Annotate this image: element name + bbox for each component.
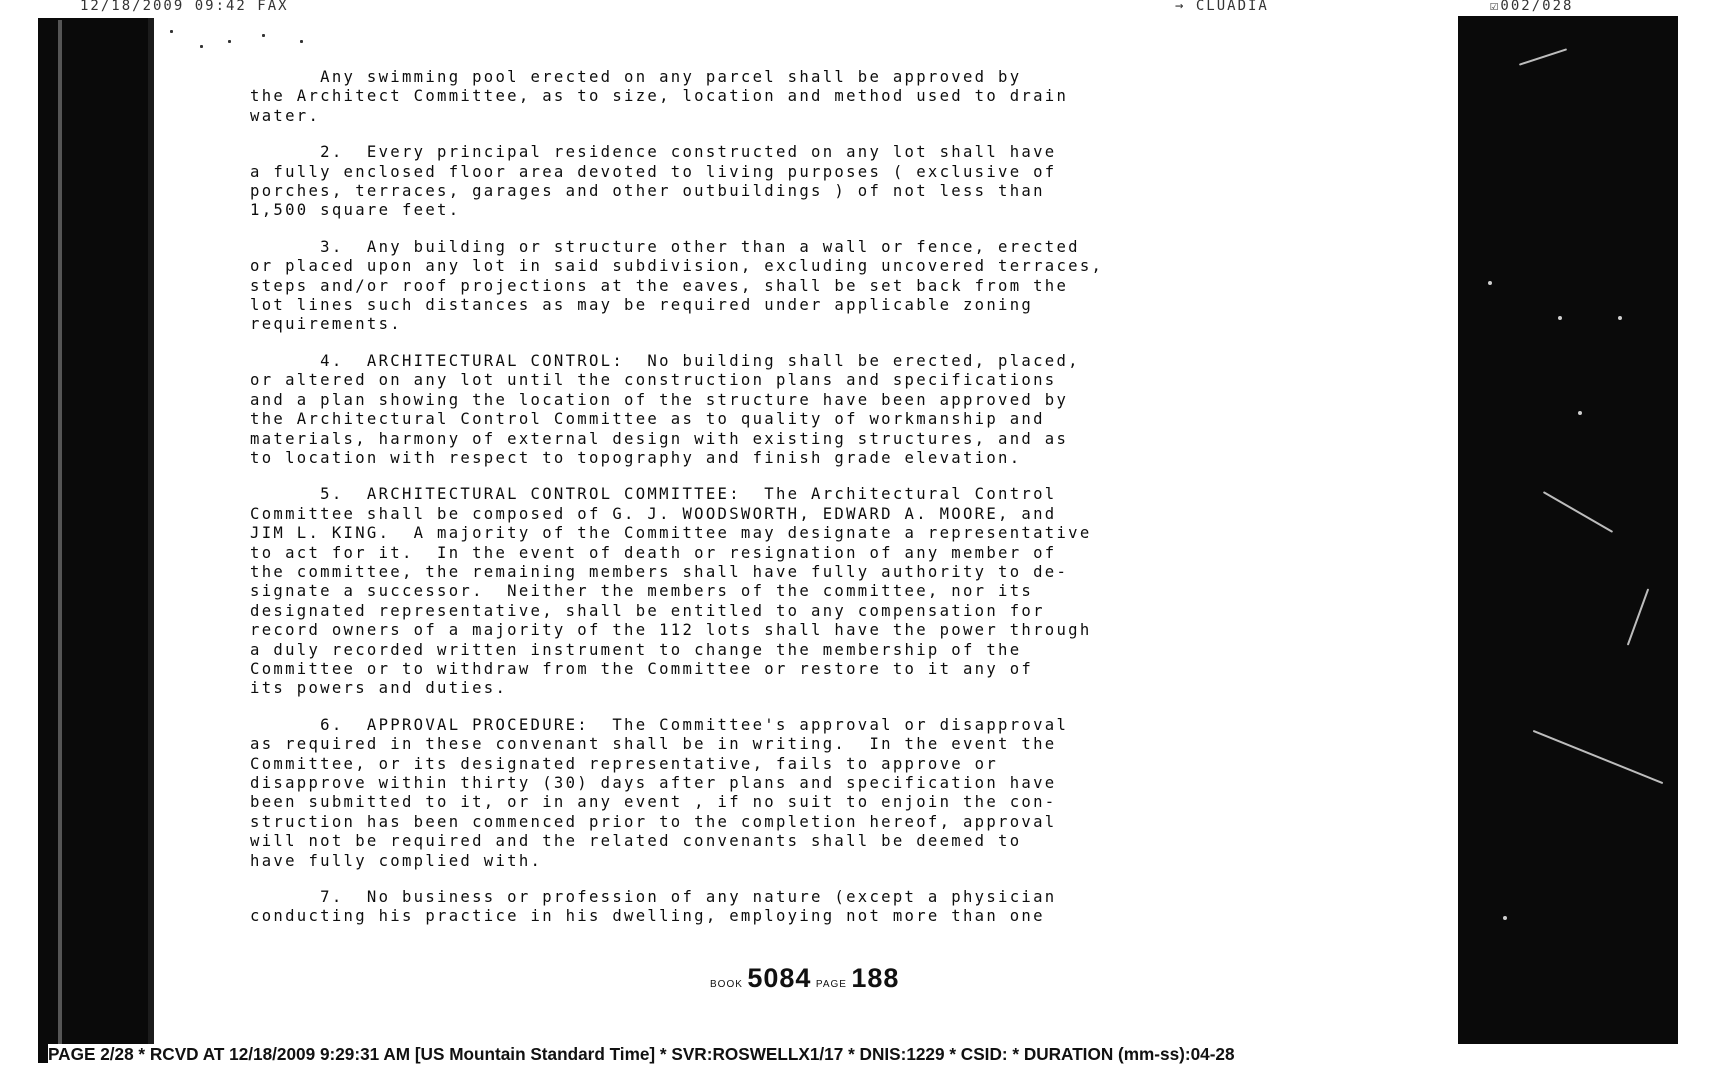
paragraph-architectural-control: 4. ARCHITECTURAL CONTROL: No building shall be erected, placed, or altered on any lot until the construction plans and specifications and a plan showing the location of the structure have been approved by the Architectural Control Committee as to quality of workmanship and materials, harmony of external design with existing structures, and as to location with respect to topography and finish grade elevation. xyxy=(250,351,1080,467)
document-body xyxy=(250,68,1450,968)
paragraph-floor-area: 2. Every principal residence constructed on any lot shall have a fully enclosed floor area devoted to living purposes ( exclusive of porches, terraces, garages and other outbuildings ) of not less than 1,500 square feet. xyxy=(250,143,1057,220)
scan-speck xyxy=(1488,281,1492,285)
scan-streak xyxy=(1627,588,1649,645)
scan-border-left xyxy=(38,18,154,1063)
book-number: 5084 xyxy=(747,963,812,993)
scan-speck xyxy=(1503,916,1507,920)
scan-streak xyxy=(1519,48,1567,65)
paragraph-control-committee: 5. ARCHITECTURAL CONTROL COMMITTEE: The Architectural Control Committee shall be composed of G. J. WOODSWORTH, EDWARD A. MOORE, and JIM L. KING. A majority of the Committee may designate a representative to act for it. In the event of death or resignation of any member of the committee, the remaining members shall have fully authority to de- signate a successor. Neither the members of the committee, nor its designated representative, shall be entitled to any compensation for record owners of a majority of the 112 lots shall have the power through a duly recorded written instrument to change the membership of the Committee or to withdraw from the Committee or restore to it any of its powers and duties. xyxy=(250,485,1092,698)
paragraph-approval-procedure: 6. APPROVAL PROCEDURE: The Committee's approval or disapproval as required in these convenant shall be in writing. In the event the Committee, or its designated representative, fails to approve or disapprove within thirty (30) days after plans and specification have been submitted to it, or in any event , if no suit to enjoin the con- struction has been commenced prior to the completion hereof, approval will not be required and the related convenants shall be deemed to have fully complied with. xyxy=(250,715,1069,870)
page-label: PAGE xyxy=(815,979,847,990)
paragraph-business: 7. No business or profession of any nature (except a physician conducting his practice in his dwelling, employing not more than one xyxy=(250,888,1057,926)
scan-streak xyxy=(1543,491,1613,533)
fax-datetime: 12/18/2009 09:42 FAX xyxy=(80,0,289,14)
scan-speck xyxy=(1558,316,1562,320)
scan-edge-line xyxy=(58,20,62,1060)
scan-border-right xyxy=(1458,16,1678,1063)
fax-transmission-footer: PAGE 2/28 * RCVD AT 12/18/2009 9:29:31 AM [US Mountain Standard Time] * SVR:ROSWELLX1/17 * DNIS:1229 * CSID: * DURATION (mm-ss):04-28 xyxy=(48,1044,1688,1063)
paragraph-setback: 3. Any building or structure other than a wall or fence, erected or placed upon any lot in said subdivision, excluding uncovered terraces, steps and/or roof projections at the eaves, shall be set back from the lot lines such distances as may be required under applicable zoning requirements. xyxy=(250,237,1104,334)
paragraph-swimming-pool: Any swimming pool erected on any parcel shall be approved by the Architect Committee, as to size, location and method used to drain water. xyxy=(250,68,1069,125)
fax-recipient: → CLUADIA xyxy=(1175,0,1269,14)
scan-speck xyxy=(1618,316,1622,320)
book-page-stamp xyxy=(710,963,1010,995)
book-label: BOOK xyxy=(710,979,743,990)
scan-streak xyxy=(1533,730,1664,784)
page-number: 188 xyxy=(851,963,900,993)
fax-header xyxy=(0,0,1728,16)
fax-page-counter: ☑002/028 xyxy=(1490,0,1574,14)
scan-speck xyxy=(1578,411,1582,415)
